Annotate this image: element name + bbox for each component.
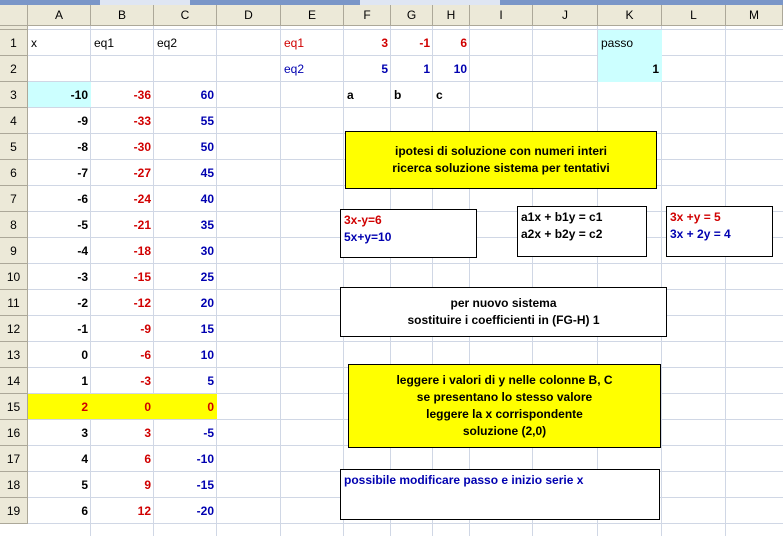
eq2-b[interactable]: 1 xyxy=(423,61,430,76)
alt-sistema-eq1: 3x +y = 5 xyxy=(670,210,721,224)
column-header[interactable]: L xyxy=(662,5,726,26)
eq2-cell[interactable]: 15 xyxy=(200,321,214,336)
row-header[interactable]: 19 xyxy=(0,498,28,524)
column-header[interactable]: B xyxy=(91,5,154,26)
eq2-cell[interactable]: 25 xyxy=(200,269,214,284)
eq1-cell[interactable]: -27 xyxy=(133,165,151,180)
eq1-cell[interactable]: 9 xyxy=(144,477,151,492)
row-header[interactable]: 15 xyxy=(0,394,28,420)
row-header[interactable]: 10 xyxy=(0,264,28,290)
header-eq1[interactable]: eq1 xyxy=(94,35,115,50)
eq1-a[interactable]: 3 xyxy=(381,35,388,50)
eq1-b[interactable]: -1 xyxy=(419,35,430,50)
ipotesi-box[interactable] xyxy=(345,131,657,189)
eq2-cell[interactable]: 5 xyxy=(207,373,214,388)
grid-line-horizontal xyxy=(28,523,783,524)
sistema-eq1: 3x-y=6 xyxy=(344,213,382,227)
eq1-cell[interactable]: -21 xyxy=(133,217,151,232)
x-cell[interactable]: -2 xyxy=(77,295,88,310)
x-cell[interactable]: -3 xyxy=(77,269,88,284)
leggere-line-1: leggere i valori di y nelle colonne B, C xyxy=(396,373,613,387)
eq1-cell[interactable]: -12 xyxy=(133,295,151,310)
column-header[interactable]: M xyxy=(726,5,783,26)
column-header[interactable]: I xyxy=(470,5,533,26)
x-cell[interactable]: 6 xyxy=(81,503,88,518)
column-header[interactable]: D xyxy=(217,5,281,26)
row-header[interactable]: 4 xyxy=(0,108,28,134)
row-header[interactable]: 3 xyxy=(0,82,28,108)
x-cell[interactable]: -7 xyxy=(77,165,88,180)
x-cell[interactable]: -1 xyxy=(77,321,88,336)
eq1-cell[interactable]: -18 xyxy=(133,243,151,258)
row-header[interactable]: 2 xyxy=(0,56,28,82)
eq2-cell[interactable]: 55 xyxy=(200,113,214,128)
row-header[interactable]: 6 xyxy=(0,160,28,186)
row-header[interactable]: 18 xyxy=(0,472,28,498)
row-header[interactable]: 13 xyxy=(0,342,28,368)
x-cell[interactable]: -6 xyxy=(77,191,88,206)
grid-line-vertical xyxy=(725,26,726,536)
eq1-c[interactable]: 6 xyxy=(460,35,467,50)
row-header[interactable]: 5 xyxy=(0,134,28,160)
column-header[interactable]: A xyxy=(28,5,91,26)
header-eq2[interactable]: eq2 xyxy=(157,35,178,50)
label-a[interactable]: a xyxy=(347,87,354,102)
grid-line-vertical xyxy=(597,26,598,536)
row-header[interactable]: 8 xyxy=(0,212,28,238)
row-header[interactable]: 1 xyxy=(0,30,28,56)
nuovo-line-1: per nuovo sistema xyxy=(450,296,557,310)
leggere-box[interactable] xyxy=(348,364,661,448)
alt-sistema-box[interactable] xyxy=(666,206,773,257)
row-header[interactable]: 14 xyxy=(0,368,28,394)
eq2-cell[interactable]: 10 xyxy=(200,347,214,362)
eq2-cell[interactable]: -20 xyxy=(196,503,214,518)
nuovo-sistema-box[interactable] xyxy=(340,287,667,337)
row-header[interactable]: 11 xyxy=(0,290,28,316)
row-header[interactable]: 12 xyxy=(0,316,28,342)
leggere-line-2: se presentano lo stesso valore xyxy=(416,390,593,404)
eq1-cell[interactable]: -9 xyxy=(140,321,151,336)
eq2-cell[interactable]: 45 xyxy=(200,165,214,180)
column-header[interactable]: G xyxy=(391,5,433,26)
select-all-corner[interactable] xyxy=(0,5,28,26)
leggere-line-4: soluzione (2,0) xyxy=(462,424,547,438)
eq2-cell[interactable]: 60 xyxy=(200,87,214,102)
grid-line-vertical xyxy=(532,26,533,536)
nuovo-line-2: sostituire i coefficienti in (FG-H) 1 xyxy=(407,313,600,327)
eq1-cell[interactable]: -33 xyxy=(133,113,151,128)
eq2-label[interactable]: eq2 xyxy=(284,61,305,76)
sistema-box[interactable] xyxy=(340,209,477,258)
eq2-cell[interactable]: -5 xyxy=(203,425,214,440)
eq1-cell[interactable]: -24 xyxy=(133,191,151,206)
label-c[interactable]: c xyxy=(436,87,443,102)
modifica-line: possibile modificare passo e inizio serie x xyxy=(344,473,584,487)
eq1-cell[interactable]: 3 xyxy=(144,425,151,440)
x-cell[interactable]: -4 xyxy=(77,243,88,258)
header-x[interactable]: x xyxy=(31,35,37,50)
x-cell[interactable]: 3 xyxy=(81,425,88,440)
column-header[interactable]: C xyxy=(154,5,217,26)
eq2-cell[interactable]: -10 xyxy=(196,451,214,466)
x-cell[interactable]: 0 xyxy=(81,347,88,362)
row-header[interactable]: 17 xyxy=(0,446,28,472)
x-cell[interactable]: -5 xyxy=(77,217,88,232)
grid-line-vertical xyxy=(661,26,662,536)
eq2-cell[interactable]: 35 xyxy=(200,217,214,232)
x-cell[interactable]: -9 xyxy=(77,113,88,128)
x-cell[interactable]: 2 xyxy=(28,394,91,419)
column-header[interactable]: H xyxy=(433,5,470,26)
eq2-a[interactable]: 5 xyxy=(381,61,388,76)
eq1-cell[interactable]: 0 xyxy=(91,394,154,419)
eq2-cell[interactable]: 50 xyxy=(200,139,214,154)
generico-box[interactable] xyxy=(517,206,647,257)
row-header[interactable]: 9 xyxy=(0,238,28,264)
leggere-line-3: leggere la x corrispondente xyxy=(426,407,583,421)
column-header[interactable]: K xyxy=(598,5,662,26)
column-header[interactable]: F xyxy=(344,5,391,26)
x-cell[interactable]: -8 xyxy=(77,139,88,154)
generico-eq2: a2x + b2y = c2 xyxy=(521,227,603,241)
eq1-cell[interactable]: -30 xyxy=(133,139,151,154)
eq1-cell[interactable]: -36 xyxy=(133,87,151,102)
eq2-c[interactable]: 10 xyxy=(453,61,467,76)
label-b[interactable]: b xyxy=(394,87,402,102)
eq2-cell[interactable]: -15 xyxy=(196,477,214,492)
eq1-cell[interactable]: -3 xyxy=(140,373,151,388)
sistema-eq2: 5x+y=10 xyxy=(344,230,392,244)
ipotesi-line-1: ipotesi di soluzione con numeri interi xyxy=(394,144,608,158)
x-cell[interactable]: 5 xyxy=(81,477,88,492)
x-cell[interactable]: -10 xyxy=(28,82,91,107)
eq2-cell[interactable]: 30 xyxy=(200,243,214,258)
column-header[interactable]: E xyxy=(281,5,344,26)
row-header[interactable]: 7 xyxy=(0,186,28,212)
generico-eq1: a1x + b1y = c1 xyxy=(521,210,603,224)
ipotesi-line-2: ricerca soluzione sistema per tentativi xyxy=(392,161,610,175)
x-cell[interactable]: 4 xyxy=(81,451,88,466)
eq2-cell[interactable]: 20 xyxy=(200,295,214,310)
passo-value[interactable]: 1 xyxy=(598,56,662,82)
modifica-box[interactable] xyxy=(340,469,660,520)
eq1-cell[interactable]: 6 xyxy=(144,451,151,466)
eq1-cell[interactable]: -6 xyxy=(140,347,151,362)
eq1-label[interactable]: eq1 xyxy=(284,35,305,50)
row-header[interactable]: 16 xyxy=(0,420,28,446)
alt-sistema-eq2: 3x + 2y = 4 xyxy=(670,227,731,241)
eq1-cell[interactable]: 12 xyxy=(137,503,151,518)
row-header-gap xyxy=(0,26,28,30)
x-cell[interactable]: 1 xyxy=(81,373,88,388)
eq1-cell[interactable]: -15 xyxy=(133,269,151,284)
column-header[interactable]: J xyxy=(533,5,598,26)
passo-label[interactable]: passo xyxy=(598,30,662,56)
eq2-cell[interactable]: 40 xyxy=(200,191,214,206)
grid-line-vertical xyxy=(280,26,281,536)
eq2-cell[interactable]: 0 xyxy=(154,394,217,419)
